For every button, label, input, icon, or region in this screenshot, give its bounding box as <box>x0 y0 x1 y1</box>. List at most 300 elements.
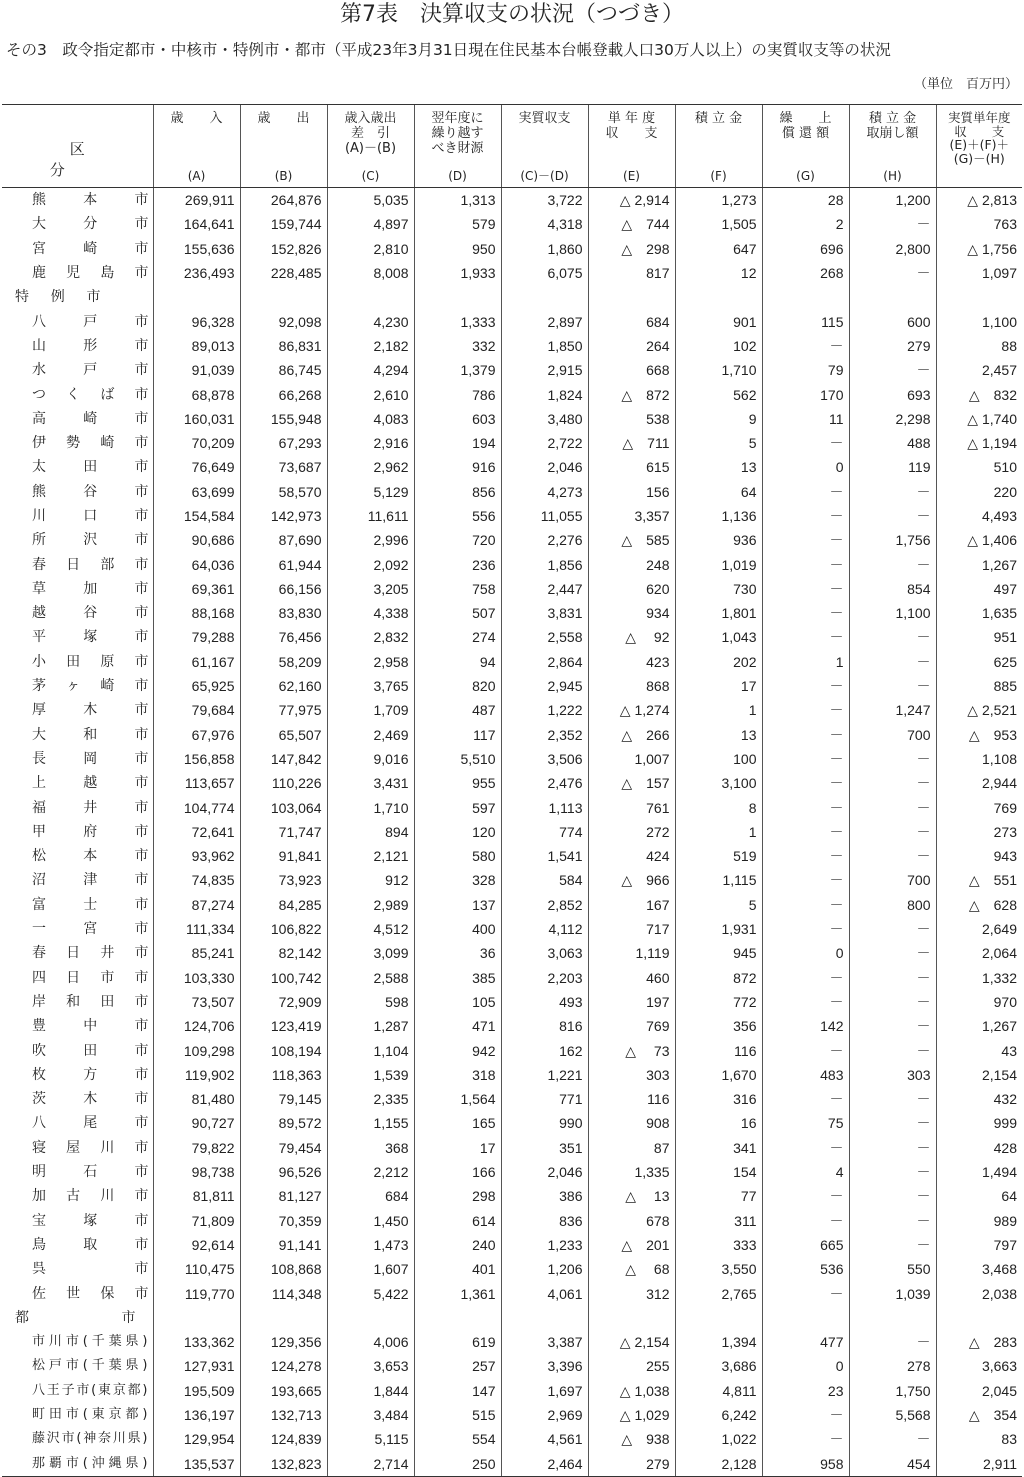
value-cell: △ 92 <box>588 625 675 649</box>
table-row <box>2 698 1022 722</box>
value-cell: 1,267 <box>936 552 1022 576</box>
value-cell: 428 <box>936 1136 1022 1160</box>
value-cell: 102 <box>675 334 762 358</box>
table-row <box>2 1208 1022 1232</box>
value-cell: 665 <box>762 1233 849 1257</box>
value-cell: 68,878 <box>153 382 240 406</box>
value-cell: 268 <box>762 261 849 285</box>
value-cell: 73,687 <box>240 455 327 479</box>
value-cell: 2,092 <box>327 552 414 576</box>
value-cell: 3,205 <box>327 577 414 601</box>
table-row <box>2 1038 1022 1062</box>
value-cell: 1,473 <box>327 1233 414 1257</box>
value-cell: － <box>762 795 849 819</box>
empty-cell <box>849 285 936 309</box>
table-row <box>2 382 1022 406</box>
value-cell: 77,975 <box>240 698 327 722</box>
value-cell: △ 1,274 <box>588 698 675 722</box>
value-cell: 1,539 <box>327 1063 414 1087</box>
value-cell: 272 <box>588 820 675 844</box>
value-cell: 1,043 <box>675 625 762 649</box>
empty-cell <box>936 285 1022 309</box>
table-row <box>2 990 1022 1014</box>
value-cell: 91,039 <box>153 358 240 382</box>
value-cell: 236,493 <box>153 261 240 285</box>
value-cell: 133,362 <box>153 1330 240 1354</box>
value-cell: 129,356 <box>240 1330 327 1354</box>
value-cell: 105 <box>414 990 501 1014</box>
value-cell: 17 <box>675 674 762 698</box>
value-cell: － <box>762 1087 849 1111</box>
value-cell: 800 <box>849 893 936 917</box>
value-cell: 82,142 <box>240 941 327 965</box>
value-cell: 2,610 <box>327 382 414 406</box>
value-cell: 1,844 <box>327 1379 414 1403</box>
value-cell: 88 <box>936 334 1022 358</box>
value-cell: 119,770 <box>153 1281 240 1305</box>
city-name: 鹿児島市 <box>32 265 149 282</box>
value-cell: 2,447 <box>501 577 588 601</box>
table-row <box>2 1087 1022 1111</box>
header-row <box>2 105 1022 188</box>
value-cell: 23 <box>762 1379 849 1403</box>
value-cell: 2,958 <box>327 650 414 674</box>
value-cell: 1 <box>675 698 762 722</box>
unit-label: （単位 百万円） <box>913 77 1018 92</box>
value-cell: △ 2,914 <box>588 188 675 213</box>
column-header <box>849 105 936 188</box>
value-cell: 1,931 <box>675 917 762 941</box>
value-cell: 817 <box>588 261 675 285</box>
table-row <box>2 1063 1022 1087</box>
value-cell: 3,653 <box>327 1354 414 1378</box>
value-cell: 81,127 <box>240 1184 327 1208</box>
value-cell: 2,128 <box>675 1451 762 1476</box>
value-cell: 550 <box>849 1257 936 1281</box>
value-cell: 127,931 <box>153 1354 240 1378</box>
value-cell: 943 <box>936 844 1022 868</box>
value-cell: 98,738 <box>153 1160 240 1184</box>
city-name: 宮崎市 <box>32 240 149 257</box>
value-cell: 936 <box>675 528 762 552</box>
value-cell: 1 <box>762 650 849 674</box>
column-header-code: (F) <box>710 169 727 183</box>
value-cell: 2,476 <box>501 771 588 795</box>
value-cell: 2,038 <box>936 1281 1022 1305</box>
value-cell: 625 <box>936 650 1022 674</box>
value-cell: 6,242 <box>675 1403 762 1427</box>
value-cell: △ 2,813 <box>936 188 1022 213</box>
value-cell: 2,203 <box>501 966 588 990</box>
value-cell: 70,209 <box>153 431 240 455</box>
value-cell: 1,155 <box>327 1111 414 1135</box>
value-cell: － <box>849 650 936 674</box>
value-cell: 43 <box>936 1038 1022 1062</box>
value-cell: 13 <box>675 455 762 479</box>
value-cell: 36 <box>414 941 501 965</box>
city-name: 山形市 <box>32 337 149 354</box>
value-cell: △ 2,521 <box>936 698 1022 722</box>
value-cell: △ 201 <box>588 1233 675 1257</box>
value-cell: 1,394 <box>675 1330 762 1354</box>
value-cell: 2,182 <box>327 334 414 358</box>
value-cell: － <box>762 844 849 868</box>
value-cell: 720 <box>414 528 501 552</box>
value-cell: 79,145 <box>240 1087 327 1111</box>
section-row <box>2 285 1022 309</box>
value-cell: 311 <box>675 1208 762 1232</box>
value-cell: 132,823 <box>240 1451 327 1476</box>
empty-cell <box>588 285 675 309</box>
value-cell: 129,954 <box>153 1427 240 1451</box>
value-cell: 303 <box>849 1063 936 1087</box>
city-name: 岸和田市 <box>32 993 149 1010</box>
value-cell: 137 <box>414 893 501 917</box>
value-cell: 401 <box>414 1257 501 1281</box>
value-cell: 3,831 <box>501 601 588 625</box>
value-cell: － <box>849 1136 936 1160</box>
value-cell: 763 <box>936 212 1022 236</box>
value-cell: 103,064 <box>240 795 327 819</box>
value-cell: 86,831 <box>240 334 327 358</box>
table-row <box>2 480 1022 504</box>
value-cell: 3,431 <box>327 771 414 795</box>
value-cell: 110,226 <box>240 771 327 795</box>
city-name: 佐世保市 <box>32 1285 149 1302</box>
city-name: 越谷市 <box>32 605 149 622</box>
column-header-label: 積 立 金 <box>694 111 743 126</box>
city-name: 鳥取市 <box>32 1236 149 1253</box>
value-cell: 28 <box>762 188 849 213</box>
value-cell: 868 <box>588 674 675 698</box>
city-name: 豊中市 <box>32 1018 149 1035</box>
value-cell: 65,925 <box>153 674 240 698</box>
value-cell: 538 <box>588 407 675 431</box>
city-name: 春日部市 <box>32 556 149 573</box>
value-cell: 2,352 <box>501 723 588 747</box>
value-cell: 333 <box>675 1233 762 1257</box>
value-cell: － <box>762 1184 849 1208</box>
value-cell: 167 <box>588 893 675 917</box>
value-cell: 999 <box>936 1111 1022 1135</box>
value-cell: 4,318 <box>501 212 588 236</box>
empty-cell <box>414 1306 501 1330</box>
value-cell: 700 <box>849 868 936 892</box>
value-cell: 108,194 <box>240 1038 327 1062</box>
value-cell: 194 <box>414 431 501 455</box>
table-row <box>2 188 1022 213</box>
value-cell: 4,273 <box>501 480 588 504</box>
value-cell: 684 <box>588 309 675 333</box>
value-cell: △ 13 <box>588 1184 675 1208</box>
value-cell: △ 711 <box>588 431 675 455</box>
settlement-table <box>2 104 1022 1477</box>
value-cell: － <box>849 1427 936 1451</box>
value-cell: 619 <box>414 1330 501 1354</box>
value-cell: 2,832 <box>327 625 414 649</box>
city-name: 伊勢崎市 <box>32 435 149 452</box>
value-cell: 93,962 <box>153 844 240 868</box>
value-cell: 332 <box>414 334 501 358</box>
value-cell: － <box>762 1427 849 1451</box>
city-name: 茨木市 <box>32 1091 149 1108</box>
value-cell: 100 <box>675 747 762 771</box>
table-row <box>2 309 1022 333</box>
value-cell: 92,614 <box>153 1233 240 1257</box>
value-cell: 368 <box>327 1136 414 1160</box>
value-cell: 303 <box>588 1063 675 1087</box>
value-cell: 2,457 <box>936 358 1022 382</box>
value-cell: △ 872 <box>588 382 675 406</box>
column-header-code: (C)－(D) <box>520 169 569 183</box>
value-cell: 111,334 <box>153 917 240 941</box>
value-cell: － <box>849 1038 936 1062</box>
value-cell: 64 <box>936 1184 1022 1208</box>
value-cell: 603 <box>414 407 501 431</box>
value-cell: 110,475 <box>153 1257 240 1281</box>
value-cell: 0 <box>762 941 849 965</box>
value-cell: 71,809 <box>153 1208 240 1232</box>
value-cell: 5,035 <box>327 188 414 213</box>
value-cell: 3,506 <box>501 747 588 771</box>
value-cell: 3,484 <box>327 1403 414 1427</box>
value-cell: 5 <box>675 431 762 455</box>
column-header-label: 実質単年度 収 支 (E)＋(F)＋ (G)－(H) <box>947 110 1011 166</box>
value-cell: 1,206 <box>501 1257 588 1281</box>
value-cell: 108,868 <box>240 1257 327 1281</box>
value-cell: 487 <box>414 698 501 722</box>
value-cell: 1,933 <box>414 261 501 285</box>
value-cell: 5,568 <box>849 1403 936 1427</box>
value-cell: 1,824 <box>501 382 588 406</box>
value-cell: － <box>762 868 849 892</box>
value-cell: △ 354 <box>936 1403 1022 1427</box>
table-row <box>2 577 1022 601</box>
city-name: 高崎市 <box>32 410 149 427</box>
table-row <box>2 795 1022 819</box>
value-cell: 1,007 <box>588 747 675 771</box>
table-body <box>2 188 1022 1477</box>
value-cell: 934 <box>588 601 675 625</box>
value-cell: 16 <box>675 1111 762 1135</box>
table-row <box>2 504 1022 528</box>
value-cell: 786 <box>414 382 501 406</box>
value-cell: 1,379 <box>414 358 501 382</box>
table-row <box>2 1111 1022 1135</box>
value-cell: 497 <box>936 577 1022 601</box>
value-cell: 119 <box>849 455 936 479</box>
value-cell: 620 <box>588 577 675 601</box>
value-cell: － <box>762 334 849 358</box>
column-header-code: (B) <box>274 169 293 183</box>
city-name: 加古川市 <box>32 1188 149 1205</box>
value-cell: 5 <box>675 893 762 917</box>
value-cell: 1,019 <box>675 552 762 576</box>
value-cell: 400 <box>414 917 501 941</box>
value-cell: 87,274 <box>153 893 240 917</box>
column-header <box>762 105 849 188</box>
value-cell: 820 <box>414 674 501 698</box>
table-row <box>2 625 1022 649</box>
value-cell: △ 628 <box>936 893 1022 917</box>
table-row <box>2 237 1022 261</box>
value-cell: 684 <box>327 1184 414 1208</box>
value-cell: 248 <box>588 552 675 576</box>
value-cell: 69,361 <box>153 577 240 601</box>
value-cell: 8,008 <box>327 261 414 285</box>
value-cell: 73,507 <box>153 990 240 1014</box>
value-cell: 195,509 <box>153 1379 240 1403</box>
column-header-code: (A) <box>187 169 206 183</box>
value-cell: 908 <box>588 1111 675 1135</box>
value-cell: 197 <box>588 990 675 1014</box>
value-cell: 1,494 <box>936 1160 1022 1184</box>
value-cell: 1,801 <box>675 601 762 625</box>
table-row <box>2 844 1022 868</box>
value-cell: 3,396 <box>501 1354 588 1378</box>
value-cell: 72,909 <box>240 990 327 1014</box>
value-cell: 989 <box>936 1208 1022 1232</box>
value-cell: － <box>762 1208 849 1232</box>
city-name: 甲府市 <box>32 823 149 840</box>
city-name: 草加市 <box>32 580 149 597</box>
value-cell: 1,860 <box>501 237 588 261</box>
value-cell: 81,480 <box>153 1087 240 1111</box>
city-name: 上越市 <box>32 775 149 792</box>
table-row <box>2 358 1022 382</box>
value-cell: 279 <box>849 334 936 358</box>
value-cell: 1,756 <box>849 528 936 552</box>
value-cell: － <box>762 820 849 844</box>
value-cell: 79,454 <box>240 1136 327 1160</box>
city-name: 富士市 <box>32 896 149 913</box>
value-cell: 104,774 <box>153 795 240 819</box>
value-cell: 1,564 <box>414 1087 501 1111</box>
value-cell: 94 <box>414 650 501 674</box>
city-name: 水戸市 <box>32 362 149 379</box>
value-cell: 2,045 <box>936 1379 1022 1403</box>
value-cell: 13 <box>675 723 762 747</box>
value-cell: 1,709 <box>327 698 414 722</box>
table-row <box>2 212 1022 236</box>
value-cell: 816 <box>501 1014 588 1038</box>
value-cell: 2,298 <box>849 407 936 431</box>
value-cell: 170 <box>762 382 849 406</box>
value-cell: 562 <box>675 382 762 406</box>
value-cell: 579 <box>414 212 501 236</box>
value-cell: 1,505 <box>675 212 762 236</box>
value-cell: 3,387 <box>501 1330 588 1354</box>
city-name: 町田市(東京都) <box>32 1406 148 1422</box>
value-cell: 124,278 <box>240 1354 327 1378</box>
value-cell: 1,313 <box>414 188 501 213</box>
value-cell: 155,948 <box>240 407 327 431</box>
value-cell: 74,835 <box>153 868 240 892</box>
value-cell: 65,507 <box>240 723 327 747</box>
value-cell: 1,287 <box>327 1014 414 1038</box>
empty-cell <box>675 1306 762 1330</box>
value-cell: － <box>762 625 849 649</box>
value-cell: 5,422 <box>327 1281 414 1305</box>
table-row <box>2 1136 1022 1160</box>
value-cell: 693 <box>849 382 936 406</box>
value-cell: － <box>849 552 936 576</box>
value-cell: 193,665 <box>240 1379 327 1403</box>
column-header-label: 区 分 <box>49 140 235 179</box>
city-name: 那覇市(沖縄県) <box>32 1455 148 1471</box>
city-name: 松本市 <box>32 848 149 865</box>
value-cell: 103,330 <box>153 966 240 990</box>
column-header-code: (C) <box>361 169 380 183</box>
value-cell: 2,588 <box>327 966 414 990</box>
value-cell: 1,710 <box>675 358 762 382</box>
value-cell: 3,722 <box>501 188 588 213</box>
value-cell: 615 <box>588 455 675 479</box>
value-cell: 488 <box>849 431 936 455</box>
value-cell: 769 <box>936 795 1022 819</box>
value-cell: 769 <box>588 1014 675 1038</box>
value-cell: 142,973 <box>240 504 327 528</box>
value-cell: 990 <box>501 1111 588 1135</box>
value-cell: 3,100 <box>675 771 762 795</box>
value-cell: － <box>849 480 936 504</box>
city-name: 寝屋川市 <box>32 1139 149 1156</box>
value-cell: 91,141 <box>240 1233 327 1257</box>
value-cell: 901 <box>675 309 762 333</box>
value-cell: △ 1,756 <box>936 237 1022 261</box>
column-header-code: (E) <box>623 169 640 183</box>
table-row <box>2 528 1022 552</box>
value-cell: － <box>762 1403 849 1427</box>
value-cell: 1,450 <box>327 1208 414 1232</box>
value-cell: 797 <box>936 1233 1022 1257</box>
value-cell: 2,897 <box>501 309 588 333</box>
value-cell: 2,945 <box>501 674 588 698</box>
value-cell: 90,686 <box>153 528 240 552</box>
value-cell: 1,097 <box>936 261 1022 285</box>
empty-cell <box>675 285 762 309</box>
value-cell: 2,996 <box>327 528 414 552</box>
table-row <box>2 1281 1022 1305</box>
value-cell: 1,850 <box>501 334 588 358</box>
value-cell: 1,222 <box>501 698 588 722</box>
value-cell: 58,570 <box>240 480 327 504</box>
city-name: 明石市 <box>32 1164 149 1181</box>
city-name: 四日市市 <box>32 969 149 986</box>
value-cell: － <box>849 795 936 819</box>
city-name: 八王子市(東京都) <box>32 1382 148 1398</box>
value-cell: 2,722 <box>501 431 588 455</box>
table-row <box>2 893 1022 917</box>
table-row <box>2 917 1022 941</box>
column-header-code: (G) <box>796 169 815 183</box>
value-cell: － <box>849 1087 936 1111</box>
value-cell: 2,915 <box>501 358 588 382</box>
value-cell: 154,584 <box>153 504 240 528</box>
value-cell: － <box>762 577 849 601</box>
city-name: 春日井市 <box>32 945 149 962</box>
value-cell: 92,098 <box>240 309 327 333</box>
value-cell: 86,745 <box>240 358 327 382</box>
value-cell: 64 <box>675 480 762 504</box>
value-cell: 113,657 <box>153 771 240 795</box>
value-cell: － <box>762 771 849 795</box>
value-cell: 955 <box>414 771 501 795</box>
value-cell: － <box>849 358 936 382</box>
value-cell: 2,800 <box>849 237 936 261</box>
value-cell: － <box>849 990 936 1014</box>
table-row <box>2 771 1022 795</box>
